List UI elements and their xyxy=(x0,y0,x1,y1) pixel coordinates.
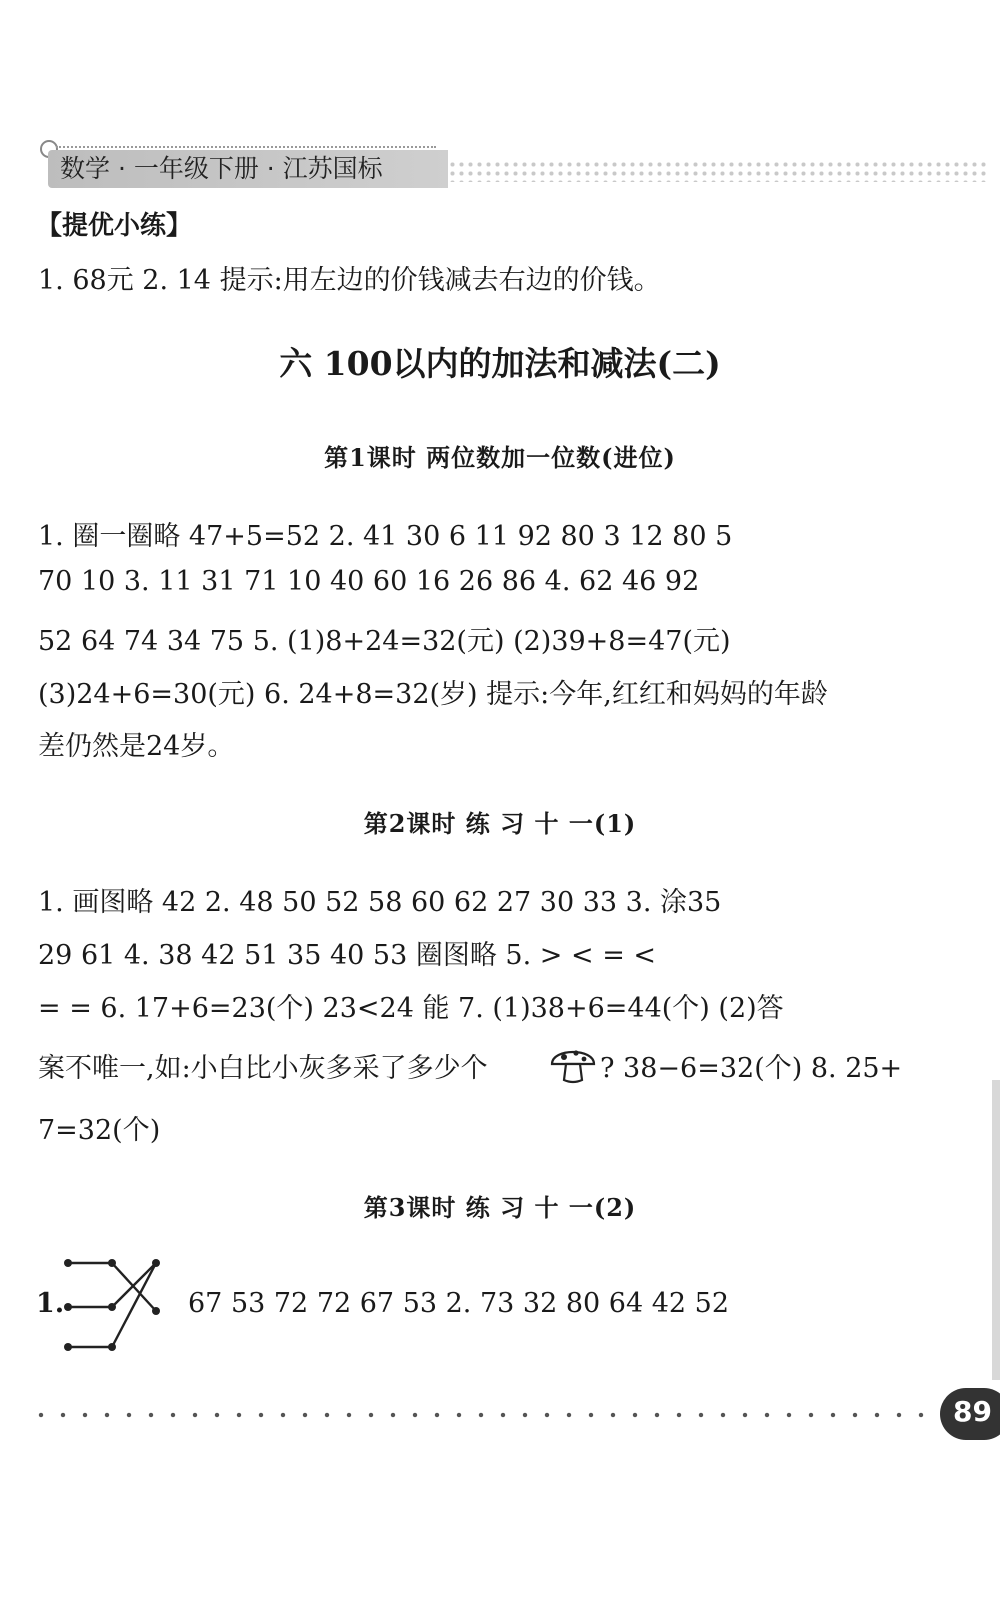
mushroom-icon xyxy=(548,1040,598,1086)
unit-title: 六 100以内的加法和减法(二) xyxy=(279,344,721,383)
lesson2-title: 第2课时 练 习 十 一(1) xyxy=(363,809,637,838)
lesson2-line: ? 38−6=32(个) 8. 25+ xyxy=(600,1053,903,1084)
lesson3-title: 第3课时 练 习 十 一(2) xyxy=(363,1193,637,1222)
page-number: 89 xyxy=(953,1395,992,1428)
matching-lines-diagram xyxy=(60,1255,170,1355)
lesson1-line: 52 64 74 34 75 5. (1)8+24=32(元) (2)39+8=47(元) xyxy=(38,626,731,657)
lesson2-line: 29 61 4. 38 42 51 35 40 53 圈图略 5. > < = < xyxy=(38,940,657,971)
lesson1-line: 1. 圈一圈略 47+5=52 2. 41 30 6 11 92 80 3 12 80 5 xyxy=(38,521,733,552)
header-dotted-line xyxy=(56,146,436,148)
book-title: 数学 · 一年级下册 · 江苏国标 xyxy=(60,154,383,183)
header-dot-pattern xyxy=(448,160,988,182)
lesson3-answers: 67 53 72 72 67 53 2. 73 32 80 64 42 52 xyxy=(188,1288,730,1319)
lesson2-line: 7=32(个) xyxy=(38,1115,161,1146)
lesson3-item-label: 1. xyxy=(36,1288,65,1319)
lesson2-line: = = 6. 17+6=23(个) 23<24 能 7. (1)38+6=44(个) (2)答 xyxy=(38,993,784,1024)
footer-dot-border xyxy=(30,1408,930,1422)
page-edge-strip xyxy=(992,1080,1000,1380)
lesson2-line: 1. 画图略 42 2. 48 50 52 58 60 62 27 30 33 3. 涂35 xyxy=(38,887,722,918)
lesson1-title: 第1课时 两位数加一位数(进位) xyxy=(324,443,676,472)
lesson2-line: 案不唯一,如:小白比小灰多采了多少个 xyxy=(38,1053,488,1084)
lesson1-line: 差仍然是24岁。 xyxy=(38,731,235,762)
practice-title: 【提优小练】 xyxy=(36,211,193,241)
practice-answers: 1. 68元 2. 14 提示:用左边的价钱减去右边的价钱。 xyxy=(38,265,661,296)
lesson1-line: 70 10 3. 11 31 71 10 40 60 16 26 86 4. 62 46 92 xyxy=(38,566,700,597)
lesson1-line: (3)24+6=30(元) 6. 24+8=32(岁) 提示:今年,红红和妈妈的年龄 xyxy=(38,679,828,710)
